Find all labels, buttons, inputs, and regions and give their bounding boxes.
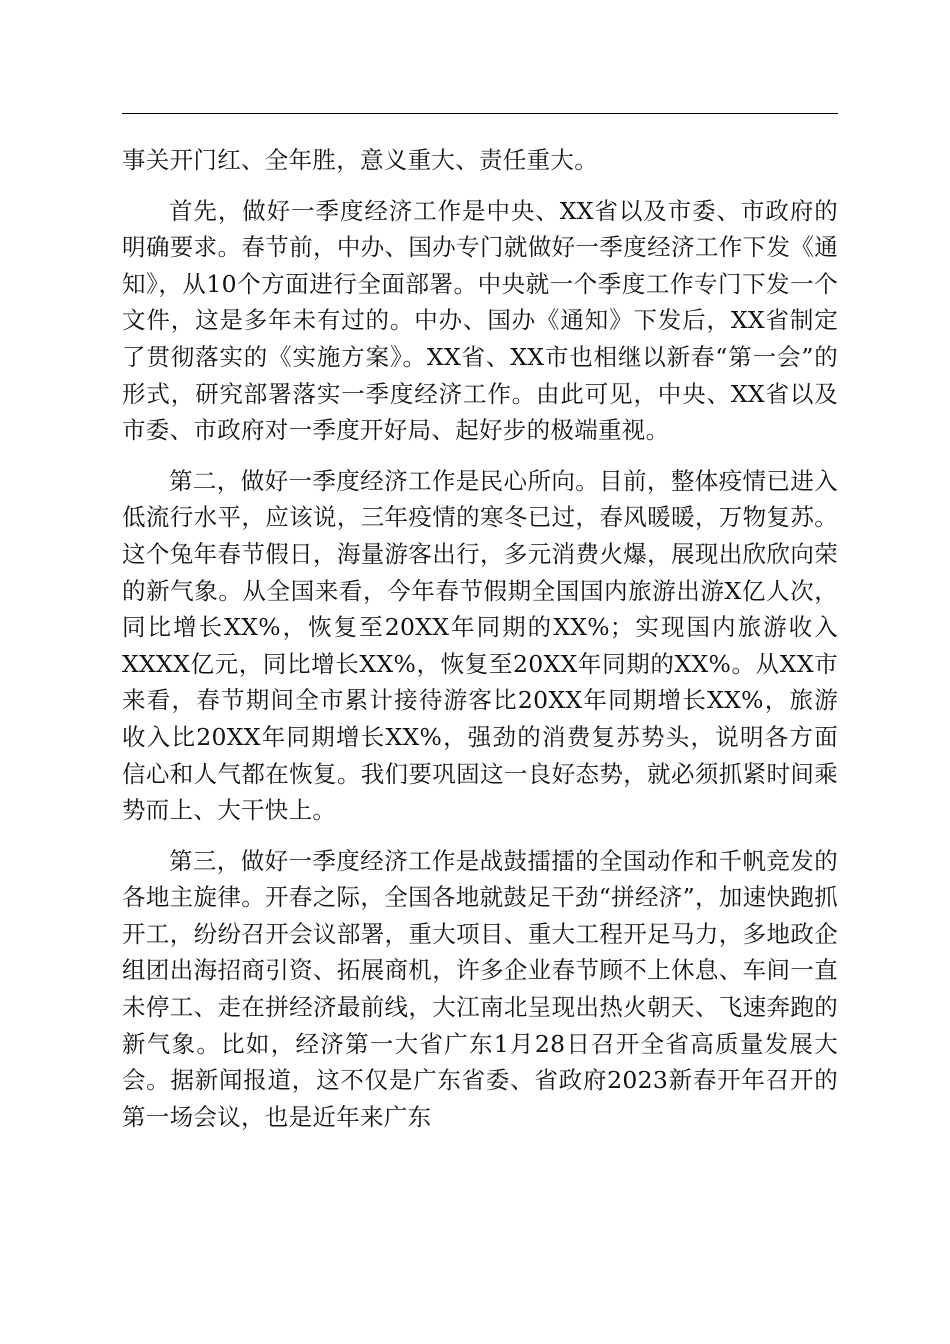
header-rule <box>122 113 838 114</box>
paragraph-continuation: 事关开门红、全年胜，意义重大、责任重大。 <box>122 146 598 174</box>
paragraph-third-point: 第三，做好一季度经济工作是战鼓擂擂的全国动作和千帆竞发的各地主旋律。开春之际，全国各地就鼓足干劲“拼经济”，加速快跑抓开工，纷纷召开会议部署，重大项目、重大工程开足马力，多地政企组团出海招商引资、拓展商机，许多企业春节顾不上休息、车间一直未停工、走在拼经济最前线，大江南北呈现出热火朝天、飞速奔跑的新气象。比如，经济第一大省广东1月28日召开全省高质量发展大会。据新闻报道，这不仅是广东省委、省政府2023新春开年召开的第一场会议，也是近年来广东 <box>122 846 838 1131</box>
paragraph-first-point: 首先，做好一季度经济工作是中央、XX省以及市委、市政府的明确要求。春节前，中办、国办专门就做好一季度经济工作下发《通知》，从10个方面进行全面部署。中央就一个季度工作专门下发一个文件，这是多年未有过的。中办、国办《通知》下发后，XX省制定了贯彻落实的《实施方案》。XX省、XX市也相继以新春“第一会”的形式，研究部署落实一季度经济工作。由此可见，中央、XX省以及市委、市政府对一季度开好局、起好步的极端重视。 <box>122 196 838 445</box>
document-body <box>122 142 838 1135</box>
paragraph-second-point: 第二，做好一季度经济工作是民心所向。目前，整体疫情已进入低流行水平，应该说，三年疫情的寒冬已过，春风暖暖，万物复苏。这个兔年春节假日，海量游客出行，多元消费火爆，展现出欣欣向荣的新气象。从全国来看，今年春节假期全国国内旅游出游X亿人次，同比增长XX%，恢复至20XX年同期的XX%；实现国内旅游收入XXXX亿元，同比增长XX%，恢复至20XX年同期的XX%。从XX市来看，春节期间全市累计接待游客比20XX年同期增长XX%，旅游收入比20XX年同期增长XX%，强劲的消费复苏势头，说明各方面信心和人气都在恢复。我们要巩固这一良好态势，就必须抓紧时间乘势而上、大干快上。 <box>122 466 838 825</box>
